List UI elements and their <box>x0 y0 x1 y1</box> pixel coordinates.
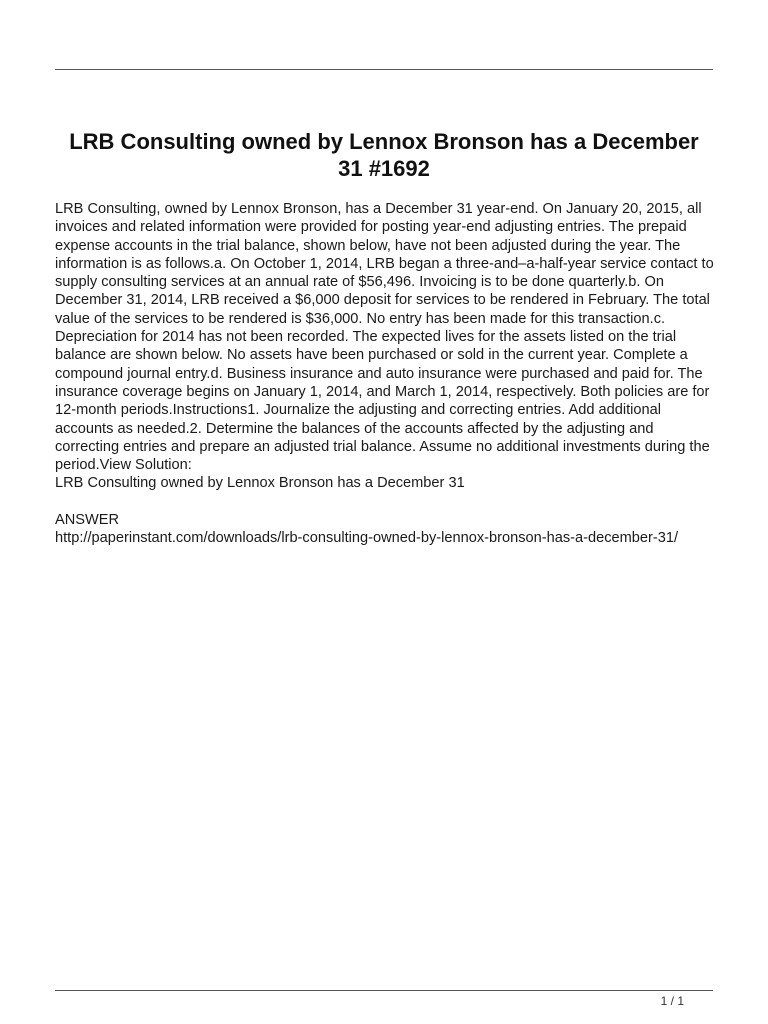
solution-title: LRB Consulting owned by Lennox Bronson has a December 31 <box>55 475 465 492</box>
header-divider <box>55 69 713 70</box>
answer-url: http://paperinstant.com/downloads/lrb-consulting-owned-by-lennox-bronson-has-a-december-31/ <box>55 530 678 547</box>
paragraph-spacer <box>55 493 715 511</box>
body-paragraph: LRB Consulting, owned by Lennox Bronson, has a December 31 year-end. On January 20, 2015, all invoices and related information were provided for posting year-end adjusting entries. The prepaid expense accounts in the trial balance, shown below, have not been adjusted during the year. The information is as follows.a. On October 1, 2014, LRB began a three-and–a-half-year service contact to supply consulting services at an annual rate of $56,496. Invoicing is to be done quarterly.b. On December 31, 2014, LRB received a $6,000 deposit for services to be rendered in February. The total value of the services to be rendered is $36,000. No entry has been made for this transaction.c. Depreciation for 2014 has not been recorded. The expected lives for the assets listed on the trial balance are shown below. No assets have been purchased or sold in the current year. Complete a compound journal entry.d. Business insurance and auto insurance were purchased and paid for. The insurance coverage begins on January 1, 2014, and March 1, 2014, respectively. Both policies are for 12-month periods.Instructions1. Journalize the adjusting and correcting entries. Add additional accounts as needed.2. Determine the balances of the accounts affected by the adjusting and correcting entries and prepare an adjusted trial balance. Assume no additional investments during the period.View Solution: <box>55 201 714 474</box>
footer-divider <box>55 990 713 991</box>
document-body <box>55 200 715 547</box>
page-number: 1 / 1 <box>660 994 684 1008</box>
document-title: LRB Consulting owned by Lennox Bronson has a December 31 #1692 <box>69 129 699 181</box>
answer-label: ANSWER <box>55 511 120 528</box>
